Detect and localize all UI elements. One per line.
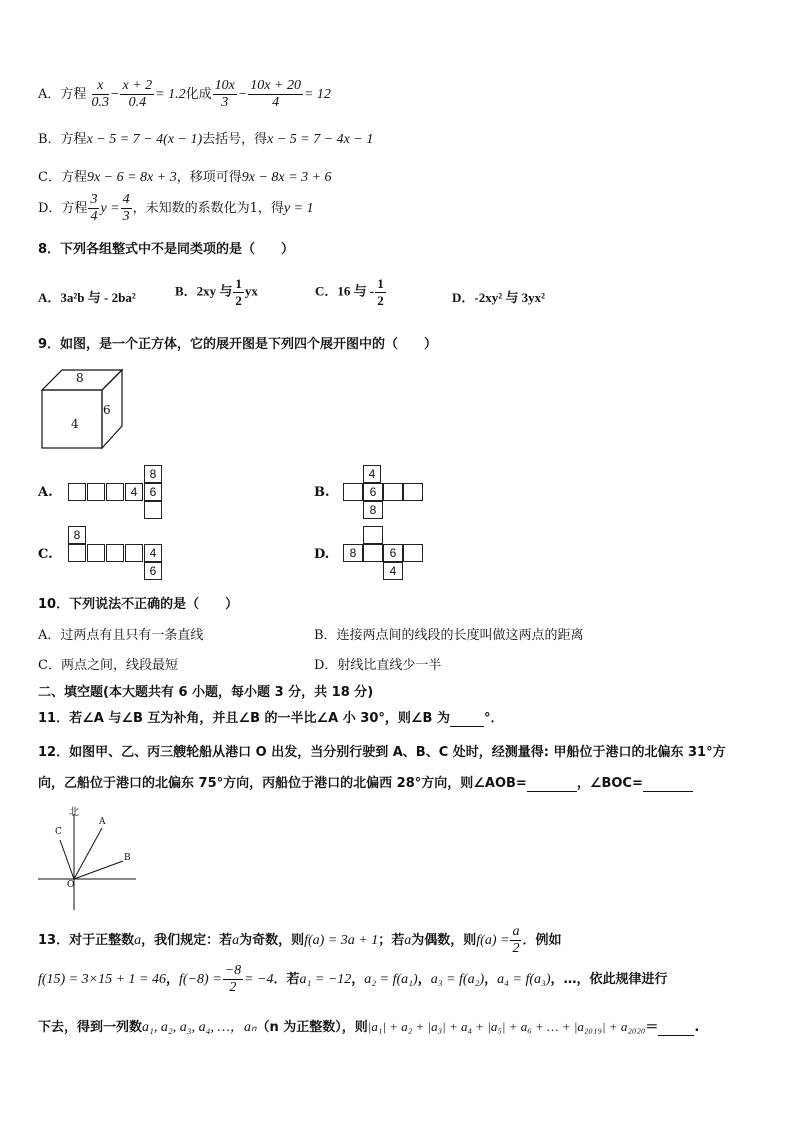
net-cell (343, 483, 363, 501)
net-cell (125, 544, 143, 562)
ray-ob (74, 861, 123, 879)
net-cell: 8 (363, 501, 383, 519)
q7-option-d: D．方程 $\frac{3}{4}$ y = $\frac{4}{3}$ ，未知数的系数化为1，得y = 1 (38, 192, 314, 224)
net-cell (68, 483, 86, 501)
net-cell (106, 544, 124, 562)
net-cell: 6 (383, 544, 403, 562)
q9-label-d: D. (314, 547, 330, 562)
q7-option-c: C．方程9x − 6 = 8x + 3，移项可得9x − 8x = 3 + 6 (38, 170, 332, 185)
point-c-label: C (55, 827, 62, 837)
fraction: $\frac{10x}{3}$ (214, 78, 235, 110)
fraction: $\frac{-8}{2}$ (224, 963, 242, 995)
fraction: $\frac{10x + 20}{4}$ (250, 78, 301, 110)
answer-blank (527, 776, 577, 792)
q13-line2: f(15) = 3×15 + 1 = 46，f(−8) = $\frac{-8}{2}$ = −4．若a₁ = −12，a₂ = f(a₁)，a₃ = f(a₂)，a₄ = f(a₃)，…，依此规律进行 (38, 963, 668, 995)
net-cell (403, 544, 423, 562)
net-cell (106, 483, 124, 501)
net-cell: 8 (343, 544, 363, 562)
q13-line1: 13．对于正整数a，我们规定：若a为奇数，则f(a) = 3a + 1；若a为偶数，则f(a) = $\frac{a}{2}$ ．例如 (38, 924, 562, 956)
net-cell: 6 (363, 483, 383, 501)
fraction: $\frac{1}{2}$ (377, 276, 384, 308)
q11: 11．若∠A 与∠B 互为补角，并且∠B 的一半比∠A 小 30°，则∠B 为 °． (38, 711, 504, 726)
net-cell: 8 (68, 526, 86, 544)
fraction: $\frac{3}{4}$ (90, 192, 98, 224)
net-cell: 4 (144, 544, 162, 562)
cube-top-number: 8 (76, 371, 84, 385)
q7-a-label: A．方程 (38, 87, 87, 102)
net-cell: 4 (363, 465, 381, 483)
q10-option-a: A．过两点有且只有一条直线 (38, 628, 204, 643)
q9-label-a: A. (38, 485, 53, 500)
net-cell (68, 544, 86, 562)
net-cell (363, 526, 383, 544)
q9-label-c: C. (38, 547, 53, 562)
fraction: $\frac{x}{0.3}$ (91, 78, 110, 110)
net-cell (87, 483, 105, 501)
answer-blank (643, 776, 693, 792)
q10-stem: 10．下列说法不正确的是（ ） (38, 597, 239, 612)
net-cell (144, 501, 162, 519)
q9-stem: 9．如图，是一个正方体，它的展开图是下列四个展开图中的（ ） (38, 337, 438, 352)
net-cell: 6 (144, 483, 162, 501)
section-heading: 二、填空题(本大题共有 6 小题，每小题 3 分，共 18 分) (38, 685, 374, 700)
net-cell: 8 (144, 465, 162, 483)
net-cell (363, 544, 383, 562)
q10-option-d: D．射线比直线少一半 (314, 658, 442, 673)
net-cell: 4 (125, 483, 143, 501)
q7-option-b: B．方程x − 5 = 7 − 4(x − 1)去括号，得x − 5 = 7 − 4x − 1 (38, 132, 374, 147)
q8-option-b: B．2xy 与 $\frac{1}{2}$ yx (175, 276, 258, 308)
q12-line2: 向，乙船位于港口的北偏东 75°方向，丙船位于港口的北偏西 28°方向，则∠AOB= ，∠BOC= (38, 772, 693, 792)
point-b-label: B (124, 853, 131, 863)
net-cell: 6 (144, 562, 162, 580)
q7-option-a: A．方程 $\frac{x}{0.3}$ − $\frac{x + 2}{0.4}$ = 1.2化成 $\frac{10x}{3}$ − $\frac{10x + 20}{4}$ = 12 (38, 78, 331, 110)
fraction: $\frac{a}{2}$ (512, 924, 520, 956)
ray-oa (74, 828, 102, 879)
point-o-label: O (67, 880, 75, 890)
point-a-label: A (99, 817, 106, 827)
q8-stem: 8．下列各组整式中不是同类项的是（ ） (38, 242, 295, 257)
answer-blank (658, 1020, 694, 1036)
fraction: $\frac{x + 2}{0.4}$ (122, 78, 153, 110)
fraction: $\frac{1}{2}$ (235, 276, 242, 308)
fraction: $\frac{4}{3}$ (122, 192, 130, 224)
net-cell: 4 (383, 562, 403, 580)
north-label: 北 (69, 807, 79, 818)
q12-line1: 12．如图甲、乙、丙三艘轮船从港口 O 出发，当分别行驶到 A、B、C 处时，经测量得: 甲船位于港口的北偏东 31°方 (38, 745, 726, 760)
q8-option-c: C．16 与 - $\frac{1}{2}$ (315, 276, 384, 308)
q10-option-c: C．两点之间，线段最短 (38, 658, 178, 673)
q13-line3: 下去，得到一列数a₁, a₂, a₃, a₄, …，aₙ（n 为正整数），则|a₁| + a₂ + |a₃| + a₄ + |a₅| + a₆ + … + |a₂₀₁₉| + a₂₀₂₀＝ . (38, 1019, 700, 1035)
q8-option-a: A．3a²b 与 - 2ba² (38, 290, 136, 305)
cube-front-number: 4 (71, 417, 79, 431)
net-cell (87, 544, 105, 562)
cube-right-number: 6 (103, 403, 111, 417)
net-cell (383, 483, 403, 501)
net-cell (403, 483, 423, 501)
ray-oc (60, 840, 74, 879)
q8-option-d: D．-2xy² 与 3yx² (452, 290, 546, 305)
q10-option-b: B．连接两点间的线段的长度叫做这两点的距离 (314, 628, 584, 643)
q9-label-b: B. (314, 485, 330, 500)
answer-blank (450, 711, 484, 727)
